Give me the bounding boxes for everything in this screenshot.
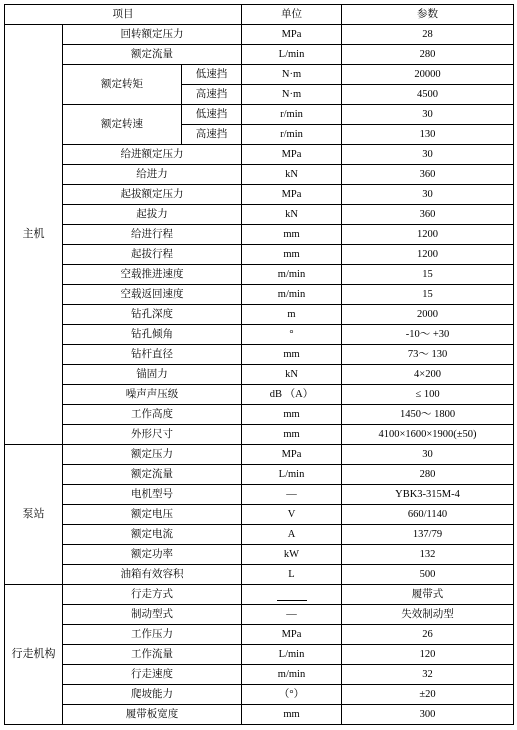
- header-unit: 单位: [242, 5, 342, 25]
- row-unit: °: [242, 325, 342, 345]
- row-value: 120: [342, 645, 514, 665]
- table-row: [5, 705, 514, 725]
- row-value: 30: [342, 445, 514, 465]
- row-label: 额定流量: [63, 465, 242, 485]
- row-unit: L/min: [242, 465, 342, 485]
- table-row: [5, 445, 514, 465]
- row-value: 履带式: [342, 585, 514, 605]
- row-label: 噪声声压级: [63, 385, 242, 405]
- row-unit: mm: [242, 345, 342, 365]
- row-label: 给进力: [63, 165, 242, 185]
- row-value: 30: [342, 105, 514, 125]
- row-value: 4500: [342, 85, 514, 105]
- row-label: 工作流量: [63, 645, 242, 665]
- row-unit: mm: [242, 405, 342, 425]
- table-row: [5, 245, 514, 265]
- table-row: [5, 25, 514, 45]
- table-row: [5, 285, 514, 305]
- header-row: [5, 5, 514, 25]
- row-label: 钻孔深度: [63, 305, 242, 325]
- group-pump: 泵站: [5, 445, 63, 585]
- row-value: 500: [342, 565, 514, 585]
- row-unit: （°）: [242, 685, 342, 705]
- row-unit: dB （A）: [242, 385, 342, 405]
- row-unit: kN: [242, 365, 342, 385]
- row-label: 给进额定压力: [63, 145, 242, 165]
- table-row: [5, 325, 514, 345]
- row-unit: m/min: [242, 665, 342, 685]
- row-unit: MPa: [242, 445, 342, 465]
- row-value: 73～ 130: [342, 345, 514, 365]
- row-unit: —: [242, 485, 342, 505]
- row-sublabel: 高速挡: [182, 125, 242, 145]
- table-row: [5, 45, 514, 65]
- row-label: 钻杆直径: [63, 345, 242, 365]
- row-value: 2000: [342, 305, 514, 325]
- row-label: 行走速度: [63, 665, 242, 685]
- row-label: 空载返回速度: [63, 285, 242, 305]
- blank-unit-line: [277, 589, 307, 601]
- row-label: 工作高度: [63, 405, 242, 425]
- row-value: 4×200: [342, 365, 514, 385]
- row-unit: N·m: [242, 85, 342, 105]
- row-label: 起拔行程: [63, 245, 242, 265]
- table-row: [5, 585, 514, 605]
- row-sublabel: 低速挡: [182, 105, 242, 125]
- row-label: 额定流量: [63, 45, 242, 65]
- row-unit: m/min: [242, 265, 342, 285]
- row-value: 15: [342, 285, 514, 305]
- table-row: [5, 645, 514, 665]
- row-label: 制动型式: [63, 605, 242, 625]
- row-unit: L/min: [242, 645, 342, 665]
- table-row: [5, 545, 514, 565]
- table-row: [5, 525, 514, 545]
- row-label: 锚固力: [63, 365, 242, 385]
- table-row: [5, 105, 514, 125]
- row-label-speed: 额定转速: [63, 105, 182, 145]
- row-label: 给进行程: [63, 225, 242, 245]
- row-unit: MPa: [242, 25, 342, 45]
- row-label: 额定电流: [63, 525, 242, 545]
- row-label: 回转额定压力: [63, 25, 242, 45]
- row-value: 30: [342, 145, 514, 165]
- row-label: 额定电压: [63, 505, 242, 525]
- table-row: [5, 505, 514, 525]
- row-unit: kW: [242, 545, 342, 565]
- row-value: 130: [342, 125, 514, 145]
- table-row: [5, 225, 514, 245]
- table-row: [5, 185, 514, 205]
- header-param: 参数: [342, 5, 514, 25]
- row-value: 1200: [342, 245, 514, 265]
- row-value: 300: [342, 705, 514, 725]
- row-unit: L: [242, 565, 342, 585]
- row-unit: mm: [242, 245, 342, 265]
- table-row: [5, 305, 514, 325]
- row-value: 28: [342, 25, 514, 45]
- row-value: 失效制动型: [342, 605, 514, 625]
- row-value: 137/79: [342, 525, 514, 545]
- row-label: 钻孔倾角: [63, 325, 242, 345]
- row-unit: r/min: [242, 105, 342, 125]
- table-row: [5, 265, 514, 285]
- row-value: -10～ +30: [342, 325, 514, 345]
- row-unit: m: [242, 305, 342, 325]
- group-main: 主机: [5, 25, 63, 445]
- row-sublabel: 高速挡: [182, 85, 242, 105]
- row-value: 1200: [342, 225, 514, 245]
- row-label: 起拔额定压力: [63, 185, 242, 205]
- table-row: [5, 685, 514, 705]
- table-row: [5, 65, 514, 85]
- table-row: [5, 405, 514, 425]
- row-label: 额定功率: [63, 545, 242, 565]
- table-row: [5, 165, 514, 185]
- row-unit: —: [242, 605, 342, 625]
- row-value: 15: [342, 265, 514, 285]
- row-value: ≤ 100: [342, 385, 514, 405]
- row-label: 爬坡能力: [63, 685, 242, 705]
- row-sublabel: 低速挡: [182, 65, 242, 85]
- row-unit: m/min: [242, 285, 342, 305]
- header-item: 项目: [5, 5, 242, 25]
- row-unit: A: [242, 525, 342, 545]
- row-unit: kN: [242, 165, 342, 185]
- row-value: 660/1140: [342, 505, 514, 525]
- row-value: YBK3-315M-4: [342, 485, 514, 505]
- row-label: 起拔力: [63, 205, 242, 225]
- row-unit: N·m: [242, 65, 342, 85]
- row-value: 1450～ 1800: [342, 405, 514, 425]
- row-value: 360: [342, 165, 514, 185]
- row-value: 26: [342, 625, 514, 645]
- table-row: [5, 365, 514, 385]
- table-row: [5, 385, 514, 405]
- row-label: 行走方式: [63, 585, 242, 605]
- row-value: 132: [342, 545, 514, 565]
- row-unit: r/min: [242, 125, 342, 145]
- table-row: [5, 605, 514, 625]
- table-row: [5, 345, 514, 365]
- table-row: [5, 205, 514, 225]
- row-label: 额定压力: [63, 445, 242, 465]
- row-unit: mm: [242, 225, 342, 245]
- row-label: 外形尺寸: [63, 425, 242, 445]
- row-label: 空载推进速度: [63, 265, 242, 285]
- table-row: [5, 665, 514, 685]
- table-row: [5, 485, 514, 505]
- row-label: 电机型号: [63, 485, 242, 505]
- row-unit: MPa: [242, 625, 342, 645]
- spec-table: [4, 4, 514, 725]
- row-value: 360: [342, 205, 514, 225]
- row-label: 工作压力: [63, 625, 242, 645]
- row-unit: MPa: [242, 185, 342, 205]
- row-value: 20000: [342, 65, 514, 85]
- row-value: 32: [342, 665, 514, 685]
- table-row: [5, 625, 514, 645]
- row-unit: MPa: [242, 145, 342, 165]
- row-label: 履带板宽度: [63, 705, 242, 725]
- row-unit: L/min: [242, 45, 342, 65]
- row-value: 4100×1600×1900(±50): [342, 425, 514, 445]
- table-row: [5, 565, 514, 585]
- row-value: 280: [342, 45, 514, 65]
- row-label: 油箱有效容积: [63, 565, 242, 585]
- table-row: [5, 465, 514, 485]
- row-unit: mm: [242, 705, 342, 725]
- row-unit: kN: [242, 205, 342, 225]
- row-unit: [242, 585, 342, 605]
- table-row: [5, 145, 514, 165]
- row-value: 30: [342, 185, 514, 205]
- row-value: ±20: [342, 685, 514, 705]
- row-value: 280: [342, 465, 514, 485]
- row-label-torque: 额定转矩: [63, 65, 182, 105]
- row-unit: V: [242, 505, 342, 525]
- table-row: [5, 425, 514, 445]
- group-travel: 行走机构: [5, 585, 63, 725]
- row-unit: mm: [242, 425, 342, 445]
